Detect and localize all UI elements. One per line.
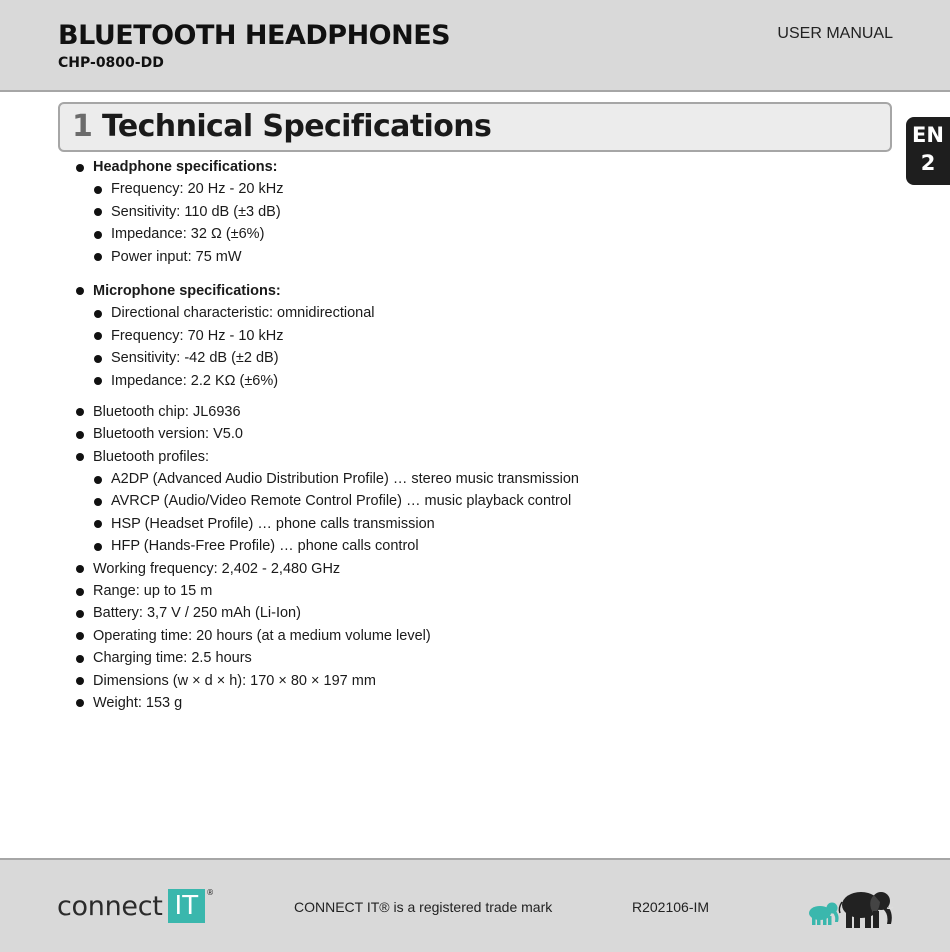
logo-it-box: IT xyxy=(168,889,206,923)
spec-item: Sensitivity: 110 dB (±3 dB) xyxy=(92,201,854,223)
spec-item-bt-version: Bluetooth version: V5.0 xyxy=(74,423,854,445)
spec-item: Range: up to 15 m xyxy=(74,580,854,602)
section-heading xyxy=(58,102,892,152)
spec-item: Frequency: 20 Hz - 20 kHz xyxy=(92,178,854,200)
spec-item: Impedance: 2.2 KΩ (±6%) xyxy=(92,370,854,392)
product-model: CHP-0800-DD xyxy=(58,55,164,71)
spec-item: Weight: 153 g xyxy=(74,692,854,714)
logo-registered-mark: ® xyxy=(206,888,215,897)
spec-item: AVRCP (Audio/Video Remote Control Profile) … music playback control xyxy=(92,490,854,512)
product-title: BLUETOOTH HEADPHONES xyxy=(58,20,451,51)
page-number: 2 xyxy=(920,151,936,175)
brand-logo xyxy=(57,888,214,924)
document-type: USER MANUAL xyxy=(777,25,893,42)
spec-item: Sensitivity: -42 dB (±2 dB) xyxy=(92,347,854,369)
spec-item: Power input: 75 mW xyxy=(92,246,854,268)
page-header xyxy=(0,0,950,92)
page-footer xyxy=(0,858,950,952)
spec-item: HSP (Headset Profile) … phone calls transmission xyxy=(92,513,854,535)
spec-item: Operating time: 20 hours (at a medium volume level) xyxy=(74,625,854,647)
logo-wordmark: connect xyxy=(57,890,163,922)
document-code: R202106-IM xyxy=(632,899,710,915)
spec-item: HFP (Hands-Free Profile) … phone calls control xyxy=(92,535,854,557)
spec-item: Impedance: 32 Ω (±6%) xyxy=(92,223,854,245)
language-code: EN xyxy=(912,123,944,147)
spec-item: Battery: 3,7 V / 250 mAh (Li-Ion) xyxy=(74,602,854,624)
spec-item: Dimensions (w × d × h): 170 × 80 × 197 mm xyxy=(74,670,854,692)
spec-group-microphone: Microphone specifications: xyxy=(74,280,854,302)
spec-item: Charging time: 2.5 hours xyxy=(74,647,854,669)
spec-item-bt-chip: Bluetooth chip: JL6936 xyxy=(74,401,854,423)
spec-item: Frequency: 70 Hz - 10 kHz xyxy=(92,325,854,347)
spec-item: Working frequency: 2,402 - 2,480 GHz xyxy=(74,558,854,580)
spec-list xyxy=(74,156,854,714)
trademark-note: CONNECT IT® is a registered trade mark xyxy=(294,899,553,915)
spec-group-bt-profiles: Bluetooth profiles: xyxy=(74,446,854,468)
section-title: Technical Specifications xyxy=(102,109,492,144)
language-page-tab xyxy=(906,117,950,185)
spec-group-headphone: Headphone specifications: xyxy=(74,156,854,178)
spec-item: Directional characteristic: omnidirectional xyxy=(92,302,854,324)
elephants-icon xyxy=(803,882,895,932)
spec-item: A2DP (Advanced Audio Distribution Profile) … stereo music transmission xyxy=(92,468,854,490)
section-number: 1 xyxy=(72,109,93,144)
